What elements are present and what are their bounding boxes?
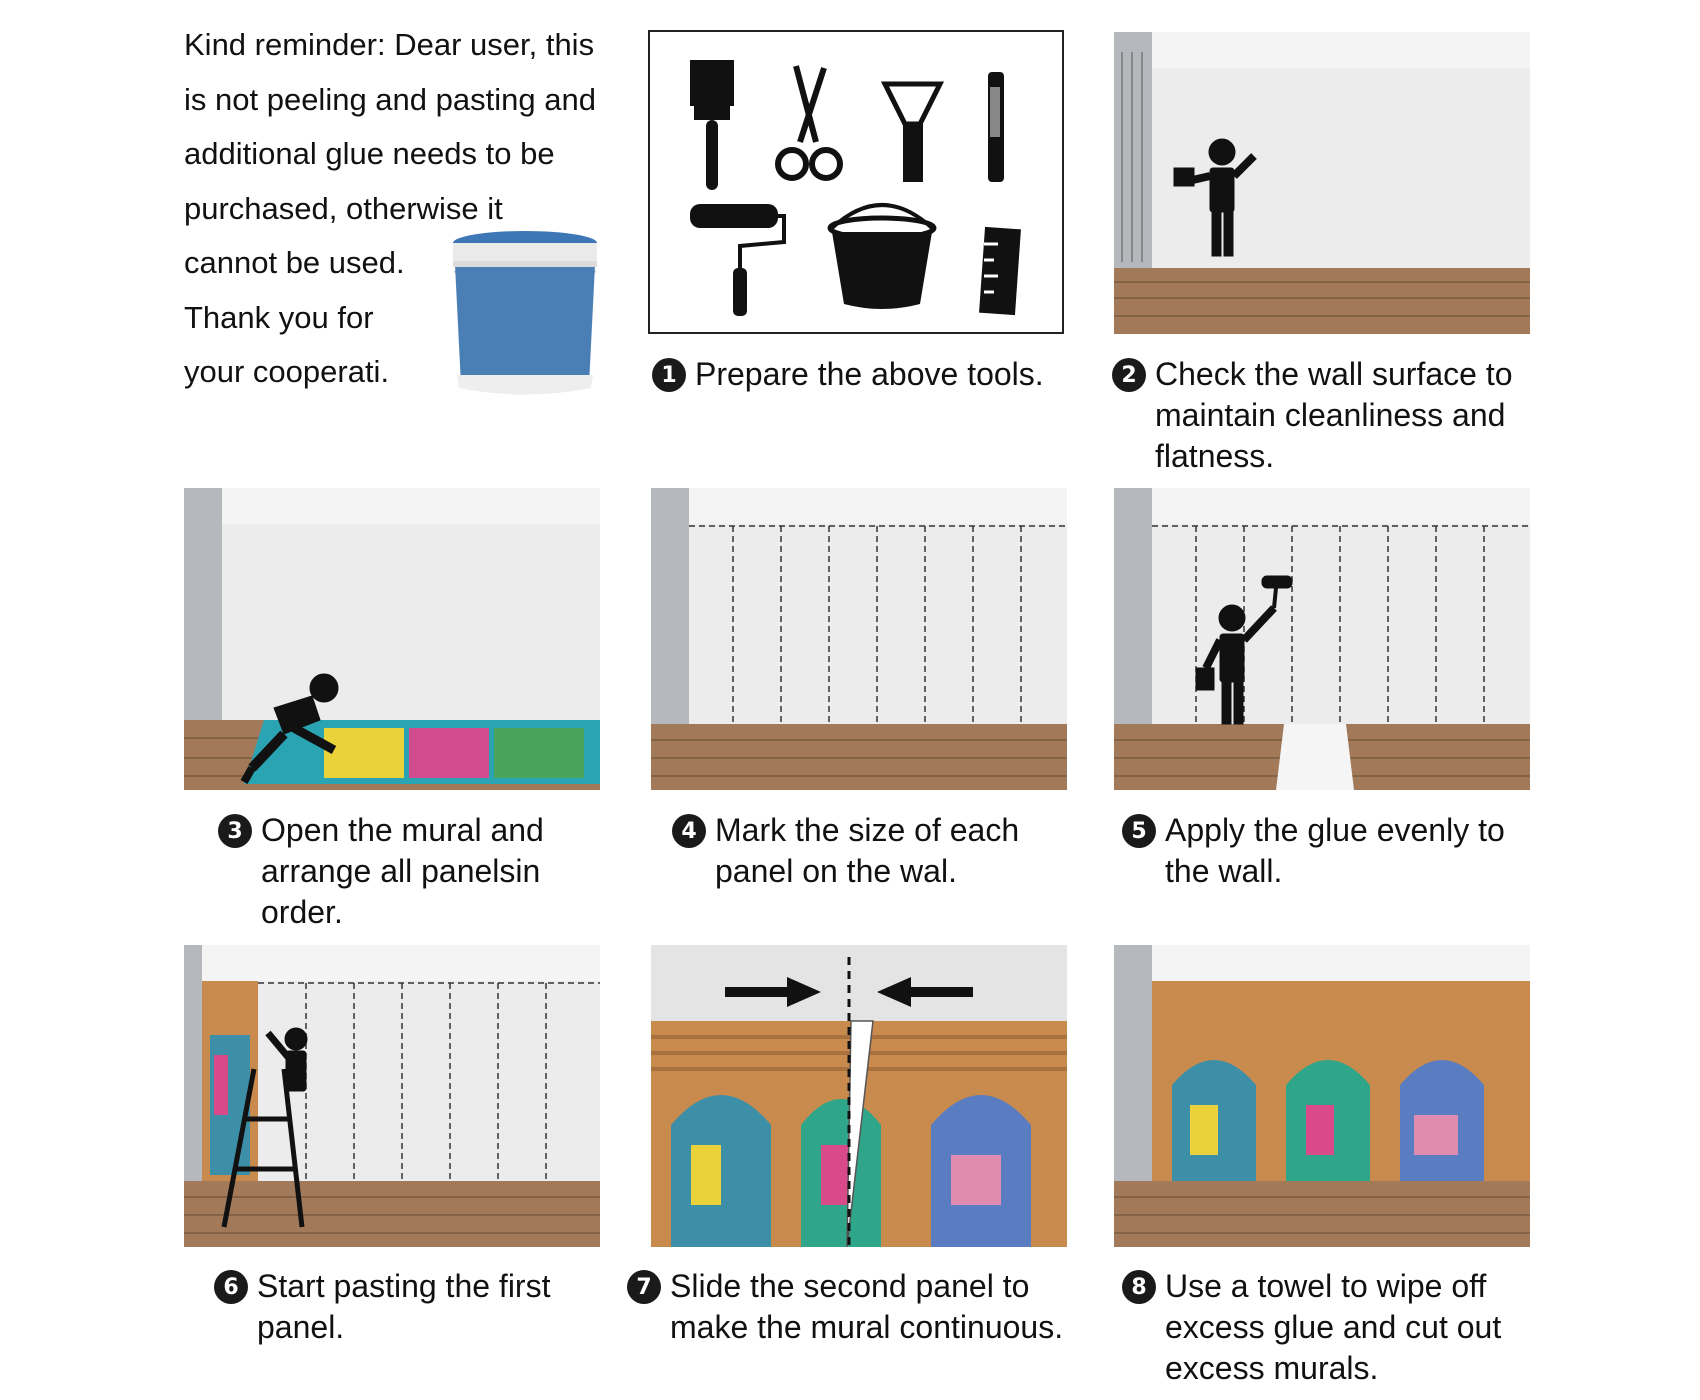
step-number-badge: 1: [652, 358, 686, 392]
reminder-line: additional glue needs to be: [184, 136, 555, 171]
reminder-line: Thank you for: [184, 299, 374, 335]
brush-icon: [690, 60, 734, 190]
tools-panel: [648, 30, 1064, 334]
utility-knife-icon: [988, 72, 1004, 182]
step-text: Mark the size of each panel on the wal.: [715, 812, 1020, 889]
glue-bucket-icon: [445, 225, 605, 400]
step-number-badge: 7: [627, 1270, 661, 1304]
step-text: Check the wall surface to maintain cleanliness and flatness.: [1155, 356, 1513, 474]
step-caption: [1122, 810, 1505, 892]
bucket-icon: [830, 205, 934, 309]
scissors-icon: [778, 66, 840, 178]
step-caption: [1112, 354, 1532, 477]
step-caption: [1122, 1266, 1501, 1389]
step3-image: [184, 488, 600, 790]
step-caption: [627, 1266, 1063, 1348]
step8-image: [1114, 945, 1530, 1247]
step-number-badge: 2: [1112, 358, 1146, 392]
step5-image: [1114, 488, 1530, 790]
step-caption: [214, 1266, 550, 1348]
reminder-line: Kind reminder: Dear user, this: [184, 27, 595, 62]
reminder-line: is not peeling and pasting and: [184, 81, 596, 117]
step-text: Prepare the above tools.: [695, 356, 1044, 392]
step7-image: [651, 945, 1067, 1247]
reminder-line: purchased, otherwise it: [184, 190, 503, 226]
step-number-badge: 3: [218, 814, 252, 848]
step-text: Slide the second panel to make the mural continuous.: [670, 1268, 1064, 1345]
step-text: Open the mural and arrange all panelsin order.: [261, 812, 544, 930]
scraper-icon: [885, 84, 940, 182]
paint-roller-icon: [690, 204, 784, 316]
reminder-line: your cooperati.: [184, 354, 390, 389]
step-caption: [672, 810, 1019, 892]
step4-image: [651, 488, 1067, 790]
step-caption: [652, 354, 1044, 395]
step2-image: [1114, 32, 1530, 334]
step-text: Start pasting the first panel.: [257, 1268, 551, 1345]
step-text: Use a towel to wipe off excess glue and cut out excess murals.: [1165, 1268, 1502, 1386]
step6-image: [184, 945, 600, 1247]
reminder-line: cannot be used.: [184, 245, 405, 280]
step-number-badge: 4: [672, 814, 706, 848]
step-number-badge: 5: [1122, 814, 1156, 848]
step-text: Apply the glue evenly to the wall.: [1165, 812, 1505, 889]
step-caption: [218, 810, 544, 933]
ruler-icon: [979, 227, 1021, 315]
step-number-badge: 8: [1122, 1270, 1156, 1304]
step-number-badge: 6: [214, 1270, 248, 1304]
